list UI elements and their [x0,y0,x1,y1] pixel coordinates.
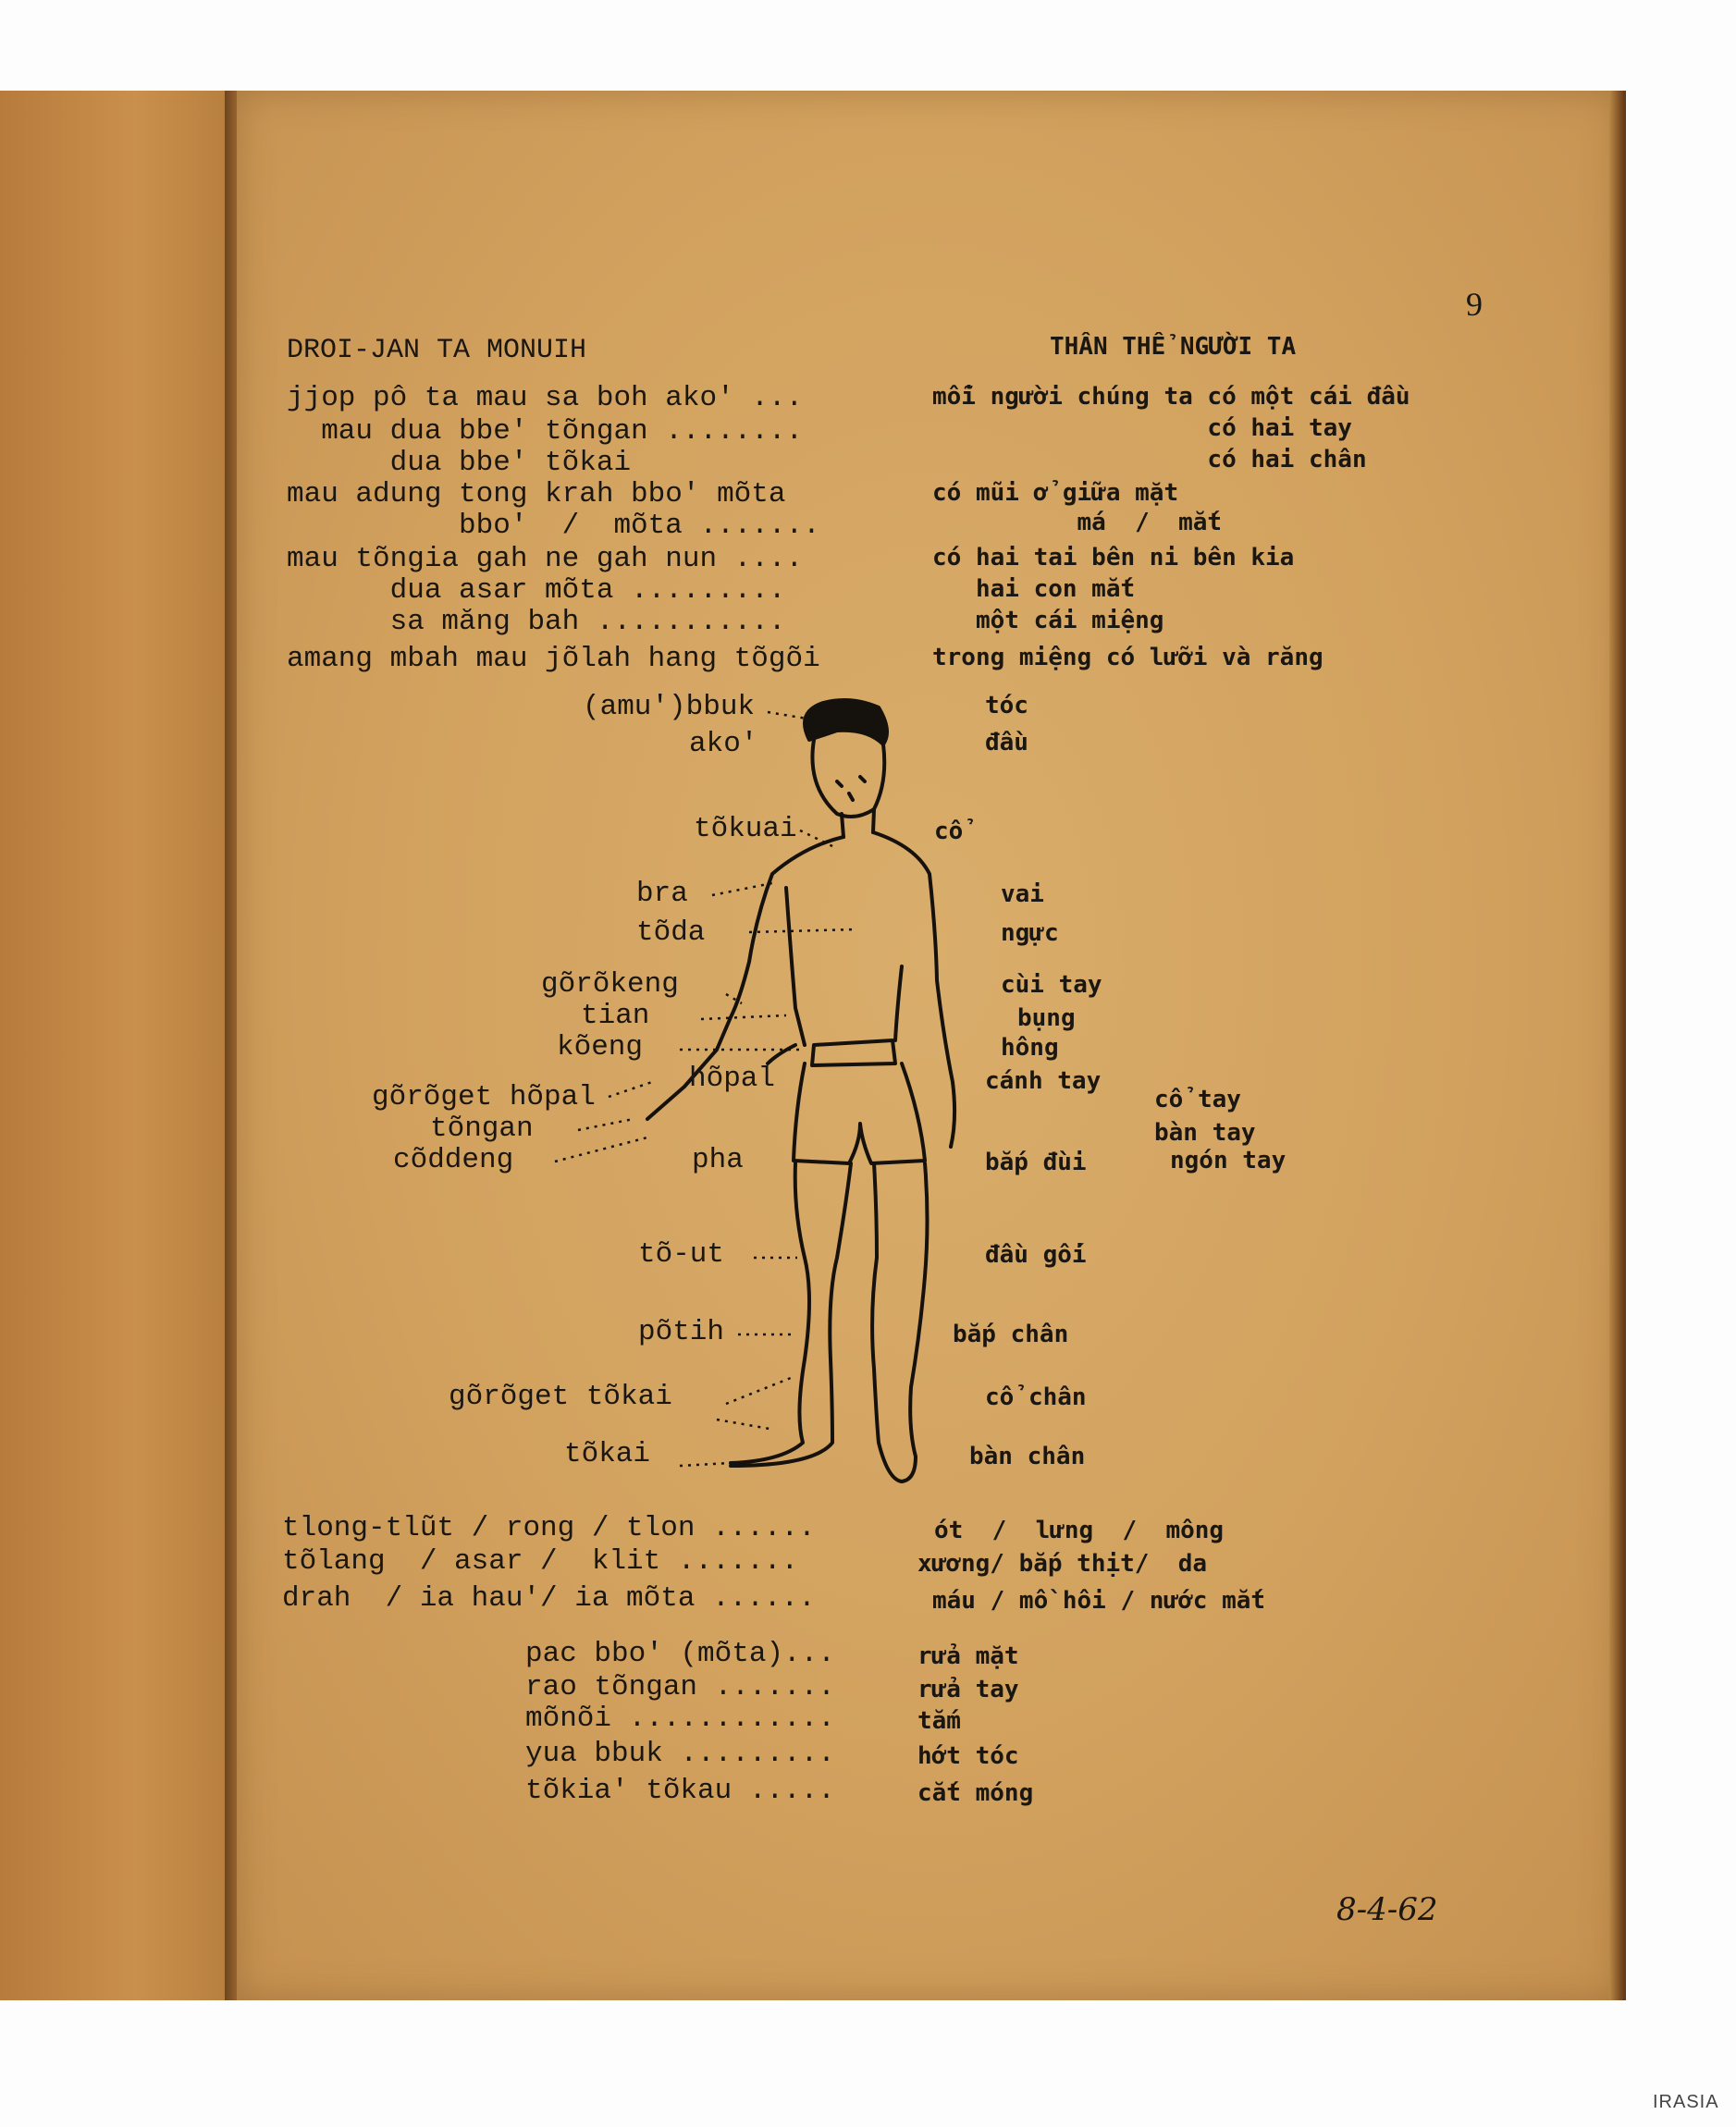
body-part-bahnar-neck: tõkuai [694,813,797,845]
intro-vietnamese-9: trong miệng có lưỡi và răng [932,644,1324,671]
body-part-bahnar-wrist: gõrõget hõpal [372,1081,596,1113]
intro-bahnar-9: amang mbah mau jõlah hang tõgõi [287,643,820,675]
body-part-bahnar-shoulder: bra [636,878,688,910]
body-part-bahnar-elbow: gõrõkeng [541,968,679,1001]
body-part-vietnamese-wrist: cổ tay [1154,1086,1241,1113]
body-part-vietnamese-thigh: bắp đùi [985,1149,1087,1176]
action-vietnamese-1: rửa mặt [917,1642,1019,1670]
header-title-bahnar: DROI-JAN TA MONUIH [287,335,587,366]
intro-bahnar-4: mau adung tong krah bbo' mõta [287,478,786,510]
body-part-bahnar-calf: põtih [638,1316,725,1348]
body-part-bahnar-knee: tõ-ut [638,1238,725,1271]
action-vietnamese-2: rửa tay [917,1676,1019,1703]
more-vietnamese-3: máu / mồ hôi / nước mắt [932,1587,1266,1615]
body-part-vietnamese-finger: ngón tay [1170,1147,1287,1174]
action-bahnar-3: mõnõi ............ [525,1703,835,1735]
intro-bahnar-2: mau dua bbe' tõngan ........ [287,415,804,448]
image-credit: IRASIA [1653,2092,1719,2112]
more-bahnar-3: drah / ia hau'/ ia mõta ...... [282,1582,816,1615]
intro-vietnamese-5: má / mắt [932,509,1223,536]
intro-bahnar-8: sa măng bah ........... [287,606,786,638]
body-part-bahnar-arm: hõpal [689,1063,776,1095]
body-part-vietnamese-arm: cánh tay [985,1067,1102,1095]
body-part-vietnamese-calf: bắp chân [953,1321,1069,1348]
intro-vietnamese-3: có hai chân [932,446,1367,473]
body-part-bahnar-foot: tõkai [564,1438,651,1470]
handwritten-date: 8-4-62 [1336,1891,1438,1928]
header-title-vietnamese: THÂN THỂ NGƯỜI TA [1050,333,1297,361]
body-part-vietnamese-chest: ngực [1001,919,1059,947]
more-bahnar-2: tõlang / asar / klit ....... [282,1545,799,1578]
body-part-bahnar-head: ako' [689,728,758,760]
intro-bahnar-7: dua asar mõta ......... [287,574,786,607]
intro-vietnamese-4: có mũi ở giữa mặt [932,479,1179,507]
body-part-vietnamese-shoulder: vai [1001,880,1044,908]
body-part-bahnar-hair: (amu')bbuk [583,691,756,723]
intro-vietnamese-8: một cái miệng [932,607,1164,634]
body-part-bahnar-hand: tõngan [430,1113,534,1145]
more-vietnamese-2: xương/ bắp thịt/ da [917,1550,1208,1578]
body-part-vietnamese-hip: hông [1001,1034,1059,1062]
action-vietnamese-3: tắm [917,1707,961,1735]
action-bahnar-1: pac bbo' (mõta)... [525,1638,835,1670]
intro-vietnamese-2: có hai tay [932,414,1352,442]
action-vietnamese-4: hớt tóc [917,1742,1019,1770]
body-part-vietnamese-hand: bàn tay [1154,1119,1256,1147]
body-part-vietnamese-head: đầu [985,729,1028,756]
body-part-vietnamese-neck: cổ [934,818,964,845]
body-part-bahnar-ankle: gõrõget tõkai [449,1381,672,1413]
action-bahnar-2: rao tõngan ....... [525,1671,835,1703]
intro-bahnar-1: jjop pô ta mau sa boh ako' ... [287,382,804,414]
body-part-bahnar-belly: tian [581,1000,650,1032]
page-number: 9 [1466,286,1483,323]
body-part-bahnar-finger: cõddeng [393,1144,514,1176]
more-bahnar-1: tlong-tlũt / rong / tlon ...... [282,1512,816,1544]
body-part-vietnamese-foot: bàn chân [969,1443,1086,1470]
action-bahnar-5: tõkia' tõkau ..... [525,1775,835,1807]
intro-bahnar-5: bbo' / mõta ....... [287,510,820,542]
intro-vietnamese-1: mỗi người chúng ta có một cái đầu [932,383,1410,411]
intro-vietnamese-7: hai con mắt [932,575,1136,603]
body-part-bahnar-chest: tõda [636,916,706,949]
intro-bahnar-6: mau tõngia gah ne gah nun .... [287,543,804,575]
action-bahnar-4: yua bbuk ......... [525,1738,835,1770]
body-part-bahnar-hip: kõeng [557,1031,644,1064]
action-vietnamese-5: cắt móng [917,1779,1034,1807]
body-part-vietnamese-elbow: cùi tay [1001,971,1102,999]
intro-vietnamese-6: có hai tai bên ni bên kia [932,544,1295,572]
more-vietnamese-1: ót / lưng / mông [934,1517,1225,1544]
body-part-vietnamese-ankle: cổ chân [985,1383,1087,1411]
intro-bahnar-3: dua bbe' tõkai [287,447,632,479]
body-part-vietnamese-knee: đầu gối [985,1241,1087,1269]
body-part-bahnar-thigh: pha [692,1144,744,1176]
body-part-vietnamese-hair: tóc [985,692,1028,719]
body-part-vietnamese-belly: bụng [1017,1004,1076,1032]
